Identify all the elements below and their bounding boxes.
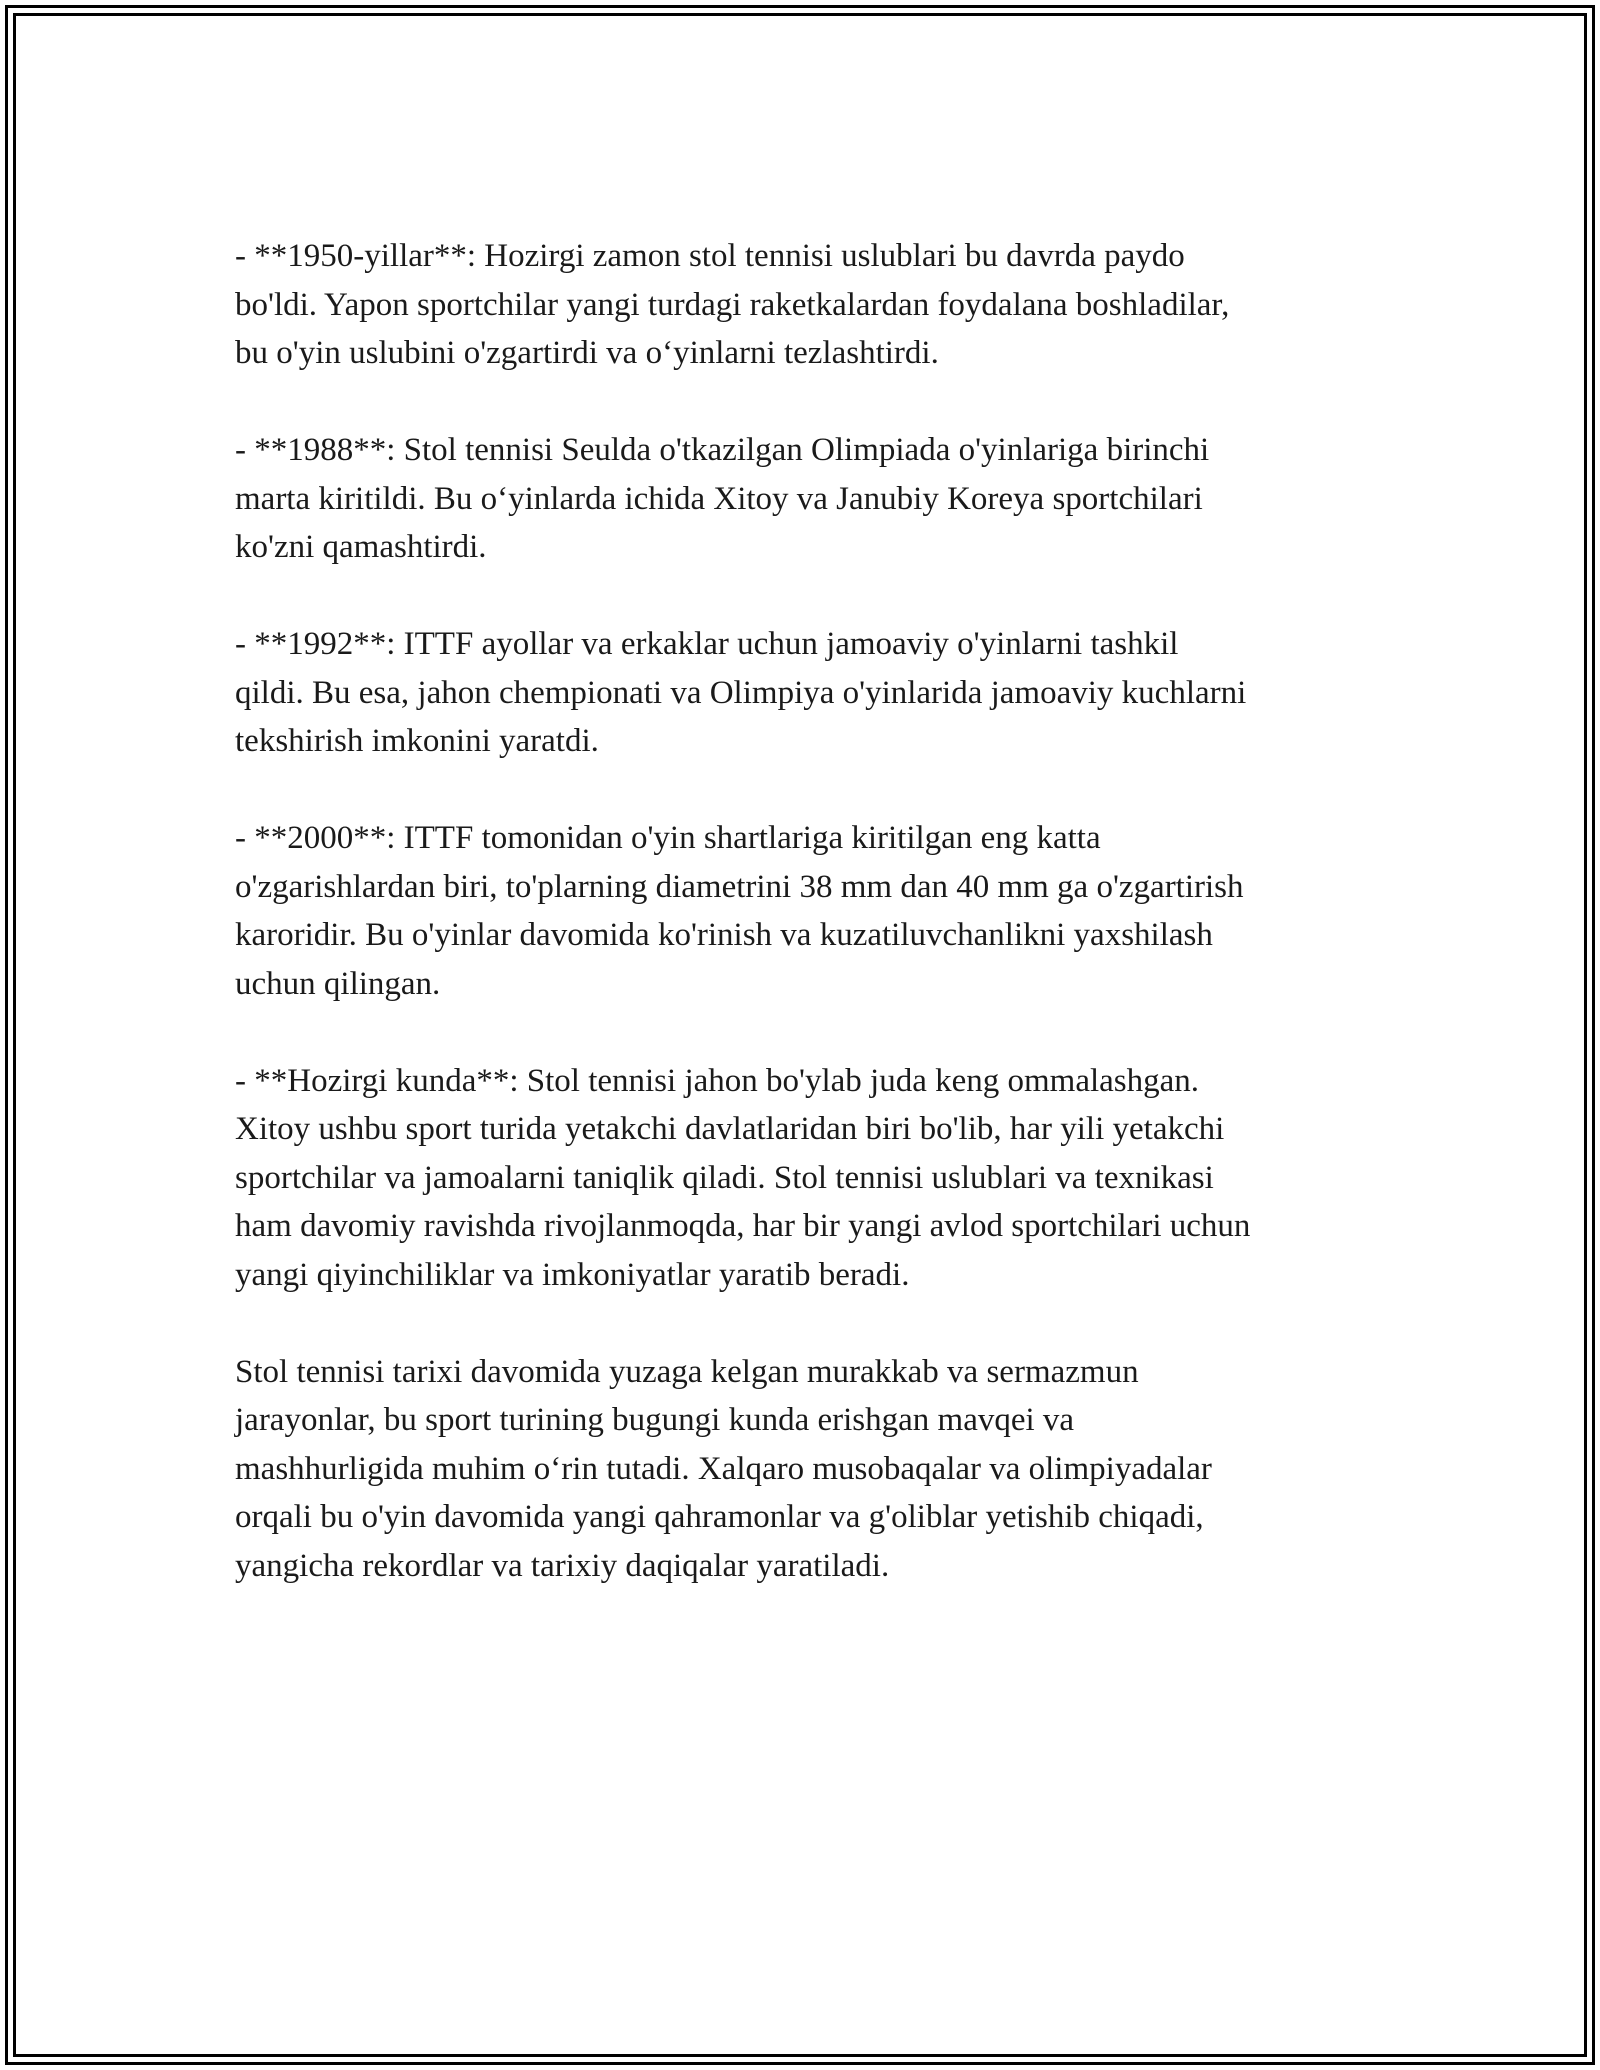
text-line: sportchilar va jamoalarni taniqlik qiladi. Stol tennisi uslublari va texnikasi — [235, 1159, 1214, 1196]
text-line: - **1988**: Stol tennisi Seulda o'tkazilgan Olimpiada o'yinlariga birinchi — [235, 432, 1210, 468]
text-line: - **2000**: ITTF tomonidan o'yin shartlariga kiritilgan eng katta — [235, 820, 1101, 856]
text-line: bo'ldi. Yapon sportchilar yangi turdagi raketkalardan foydalana boshladilar, — [235, 286, 1230, 323]
text-line: - **1950-yillar**: Hozirgi zamon stol tennisi uslublari bu davrda paydo — [235, 238, 1185, 274]
text-line: uchun qilingan. — [235, 965, 441, 1002]
text-line: mashhurligida muhim o‘rin tutadi. Xalqaro musobaqalar va olimpiyadalar — [235, 1450, 1212, 1487]
text-line: karoridir. Bu o'yinlar davomida ko'rinish va kuzatiluvchanlikni yaxshilash — [235, 917, 1213, 953]
paragraph-1950-yillar — [235, 232, 1375, 378]
document-body — [235, 232, 1375, 1639]
text-line: qildi. Bu esa, jahon chempionati va Olimpiya o'yinlarida jamoaviy kuchlarni — [235, 674, 1247, 711]
text-line: jarayonlar, bu sport turining bugungi kunda erishgan mavqei va — [235, 1402, 1075, 1438]
text-line: Stol tennisi tarixi davomida yuzaga kelgan murakkab va sermazmun — [235, 1353, 1139, 1390]
paragraph-1988 — [235, 426, 1375, 572]
paragraph-1992 — [235, 620, 1375, 766]
text-line: - **Hozirgi kunda**: Stol tennisi jahon bo'ylab juda keng ommalashgan. — [235, 1062, 1200, 1099]
text-line: Xitoy ushbu sport turida yetakchi davlatlaridan biri bo'lib, har yili yetakchi — [235, 1111, 1225, 1147]
text-line: yangi qiyinchiliklar va imkoniyatlar yaratib beradi. — [235, 1256, 910, 1293]
paragraph-2000 — [235, 814, 1375, 1008]
text-line: - **1992**: ITTF ayollar va erkaklar uchun jamoaviy o'yinlarni tashkil — [235, 626, 1179, 662]
text-line: ko'zni qamashtirdi. — [235, 529, 487, 565]
text-line: bu o'yin uslubini o'zgartirdi va o‘yinlarni tezlashtirdi. — [235, 335, 939, 371]
text-line: marta kiritildi. Bu o‘yinlarda ichida Xitoy va Janubiy Koreya sportchilari — [235, 480, 1203, 517]
text-line: o'zgarishlardan biri, to'plarning diametrini 38 mm dan 40 mm ga o'zgartirish — [235, 868, 1244, 905]
text-line: yangicha rekordlar va tarixiy daqiqalar yaratiladi. — [235, 1547, 890, 1584]
text-line: tekshirish imkonini yaratdi. — [235, 723, 599, 759]
paragraph-hozirgi-kunda — [235, 1057, 1375, 1300]
paragraph-conclusion — [235, 1348, 1375, 1591]
text-line: orqali bu o'yin davomida yangi qahramonlar va g'oliblar yetishib chiqadi, — [235, 1499, 1204, 1535]
text-line: ham davomiy ravishda rivojlanmoqda, har bir yangi avlod sportchilari uchun — [235, 1208, 1251, 1244]
